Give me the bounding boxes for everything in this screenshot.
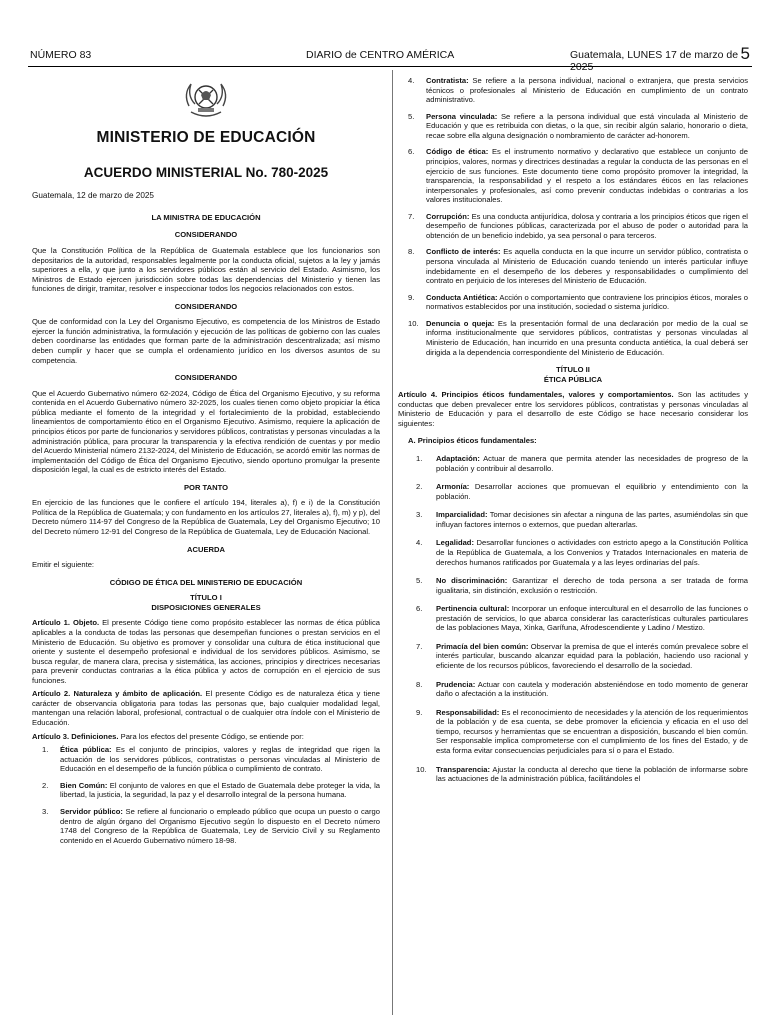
section-a-heading: A. Principios éticos fundamentales:: [408, 436, 537, 446]
header-rule: [28, 66, 752, 67]
considerando-paragraph: Que el Acuerdo Gubernativo número 62-2024, Código de Ética del Organismo Ejecutivo, y su reforma contenida en el Acuerdo Gubernativo número 32-2025, los cuales tienen como objeto propiciar la ética pública mediante el fomento de la integridad y el fortalecimiento de la probidad, estableciendo lineamientos de comportamiento ético en el Organismo Ejecutivo. Asimismo, requiere la aplicación de principios éticos por parte de funcionarios y servidores públicos, contratistas y personas vinculadas a la administración pública, para procurar la transparencia y la efectiva rendición de cuentas y por medio del Acuerdo Ministerial número 2132-2024, del Ministerio de Educación, se acordó emitir las normas de implementación del Código de Ética del Organismo Ejecutivo, siendo oportuno promulgar la presente disposición legal, la cual es de estricto interés del Estado.: [32, 388, 380, 475]
title-two-name: ÉTICA PÚBLICA: [543, 374, 603, 384]
article-1-title: Artículo 1. Objeto.: [32, 618, 100, 628]
por-tanto-heading: POR TANTO: [183, 482, 229, 492]
list-item: 2. Armonía: Desarrollar acciones que promuevan el equilibrio y entendimiento con la población.: [416, 482, 748, 501]
list-item: 10. Transparencia: Ajustar la conducta al derecho que tiene la población de informarse sobre las actuaciones de la administración pública, facilitándoles el: [416, 764, 748, 784]
list-item: 6. Código de ética: Es el instrumento normativo y declarativo que establece un conjunto de principios, valores, normas y directrices destinadas a regular la conducta de las personas en el ejercicio de sus funciones. Este documento tiene como propósito promover la integridad, la transparencia, la responsabilidad y el respeto a los estándares éticos en las relaciones interpersonales y profesionales, así como prevenir conductas indebidas o contrarias a los valores institucionales.: [408, 147, 748, 205]
list-item: 6. Pertinencia cultural: Incorporar un enfoque intercultural en el desarrollo de las funciones o prestación de servicios, lo que abarca considerar las características culturales particulares de las poblaciones Maya, Xinka, Garífuna, Afrodescendiente y Ladino / Mestizo.: [416, 604, 748, 633]
authority-heading: LA MINISTRA DE EDUCACIÓN: [151, 212, 261, 222]
article-2: [32, 689, 380, 727]
acuerda-heading: ACUERDA: [187, 544, 225, 554]
list-item: 4. Legalidad: Desarrollar funciones o actividades con estricto apego a la Constitución Política de la República de Guatemala, a los Convenios y Tratados Internacionales en materia de derechos humanos ratificados por Guatemala y a las leyes ordinarias del país.: [416, 538, 748, 567]
article-4-text: Son las actitudes y conductas que deben prevalecer entre los servidores públicos, contratistas y personas vinculadas al Ministerio de Educación y para el desarrollo de este Código se hace necesario considerar los siguientes:: [398, 390, 748, 428]
page-header: [30, 44, 750, 73]
publication-name: DIARIO de CENTRO AMÉRICA: [306, 49, 455, 61]
list-item: 9. Conducta Antiética: Acción o comportamiento que contraviene los principios éticos, morales o normativos establecidos por una institución, sociedad o sistema jurídico.: [408, 292, 748, 312]
list-item: 5. Persona vinculada: Se refiere a la persona individual que está vinculada al Ministerio de Educación y que es retribuida con dietas, o la que, sin recibir algún salario, honorario o dieta, recae sobre ella alguna designación o nombramiento de carácter ad-honorem.: [408, 111, 749, 140]
article-3-title: Artículo 3. Definiciones.: [32, 731, 119, 741]
list-item: 7. Corrupción: Es una conducta antijurídica, dolosa y contraria a los principios éticos que rigen el desempeño de funciones públicas, caracterizada por el abuso de poder o autoridad para la obtención de un beneficio indebido, ya sea personal o para terceros.: [408, 211, 748, 240]
place-date: Guatemala, 12 de marzo de 2025: [32, 190, 154, 200]
issue-date: Guatemala, LUNES 17 de marzo de 2025: [570, 49, 739, 73]
list-item: 9. Responsabilidad: Es el reconocimiento de necesidades y la atención de los requerimientos de la población y de esa cuenta, se debe promover la eficiencia y eficacia en el uso del tiempo, recursos y herramientas que se encuentran a disposición, buscando el bien común. Ser responsable implica comprometerse con el cumplimiento de los fines del Estado, y de esta forma evitar consecuencias perjudiciales para sí o para el Estado.: [416, 707, 748, 755]
title-one-name: DISPOSICIONES GENERALES: [151, 602, 261, 612]
list-item: 4. Contratista: Se refiere a la persona individual, nacional o extranjera, que presta servicios técnicos o profesionales al Ministerio de Educación en cumplimiento de un contrato administrativo.: [408, 76, 748, 105]
list-item: 7. Primacía del bien común: Observar la premisa de que el interés común prevalece sobre el interés particular, buscando alcanzar equidad para la población, haciendo uso racional y eficiente de los recursos públicos, favoreciendo el desarrollo de la sociedad.: [416, 641, 748, 670]
article-2-text: El presente Código es de naturaleza ética y tiene carácter de observancia obligatoria para todas las personas que, bajo cualquier modalidad legal, mantengan una relación laboral, profesional, contractual o de cualquier otra índole con el Ministerio de Educación.: [32, 689, 381, 728]
article-1-text: El presente Código tiene como propósito establecer las normas de ética pública aplicables a la conducta de todas las personas que desempeñan funciones o prestan servicios en el Ministerio de Educación. Su objetivo es promover y consolidar una cultura de ética institucional que oriente y sustente el desempeño profesional e individual de los servidores públicos. Asimismo, se busca regular, de manera clara, precisa y sistemática, las acciones, principios y directrices necesarias para prevenir conductas contrarias a la ética pública y actos de corrupción en el ejercicio de sus funciones.: [32, 618, 380, 685]
article-2-title: Artículo 2. Naturaleza y ámbito de aplicación.: [32, 689, 203, 699]
list-item: 8. Prudencia: Actuar con cautela y moderación absteniéndose en todo momento de generar daño o afectación a la institución.: [416, 679, 748, 699]
acuerdo-title: ACUERDO MINISTERIAL No. 780-2025: [83, 164, 329, 180]
list-item: 1. Adaptación: Actuar de manera que permita atender las necesidades de progreso de la población y contribuir al desarrollo.: [416, 454, 748, 473]
article-1: [32, 618, 380, 685]
page-number: 5: [740, 44, 750, 63]
considerando-paragraph: Que de conformidad con la Ley del Organismo Ejecutivo, es competencia de los Ministros de Estado ejercer la función administrativa, la formulación y ejecución de las políticas de gobierno con las cuales deben coordinarse las entidades que forman parte de la administración descentralizada; así mismo deben cumplir y hacer que se cumpla el ordenamiento jurídico en los diversos asuntos de su competencia.: [32, 317, 380, 365]
list-item: 1. Ética pública: Es el conjunto de principios, valores y reglas de integridad que rigen la actuación de los servidores públicos, contratistas o personas vinculadas al Ministerio de Educación en el desempeño de la función pública o cumplimiento de contrato.: [42, 745, 380, 774]
article-4: [398, 390, 748, 428]
ministry-title: MINISTERIO DE EDUCACIÓN: [96, 129, 316, 146]
article-3: [32, 732, 380, 742]
list-item: 3. Servidor público: Se refiere al funcionario o empleado público que ocupa un puesto o cargo dentro de algún órgano del Organismo Ejecutivo según lo dispuesto en el Decreto número 1748 del Congreso de la República de Guatemala, Ley de Servicio Civil y su Reglamento contenido en el Acuerdo Gubernativo número 18-98.: [42, 806, 380, 845]
code-title: CÓDIGO DE ÉTICA DEL MINISTERIO DE EDUCACIÓN: [109, 577, 303, 587]
list-item: 3. Imparcialidad: Tomar decisiones sin afectar a ninguna de las partes, asumiéndolas sin que influyan factores internos o externos, que puedan alterarlas.: [416, 510, 748, 529]
coat-of-arms-icon: [181, 76, 231, 122]
list-item: 10. Denuncia o queja: Es la presentación formal de una declaración por medio de la cual se informa institucionalmente que servidores públicos, contratistas y personas vinculadas al Ministerio de Educación, han incurrido en una presunta conducta antiética, la cual deberá ser dirigida a la dependencia correspondiente del Ministerio de Educación.: [408, 318, 748, 357]
por-tanto-paragraph: En ejercicio de las funciones que le confiere el artículo 194, literales a), f) e i) de la Constitución Política de la República de Guatemala; y con fundamento en los artículos 27, literales a), f), m) y p), del Decreto número 114-97 del Congreso de la República de Guatemala, Ley del Organismo Ejecutivo; 10 del Decreto número 12-91 del Congreso de la República de Guatemala, Ley de Educación Nacional.: [32, 498, 380, 537]
left-column: [32, 76, 380, 852]
list-item: 5. No discriminación: Garantizar el derecho de toda persona a ser tratada de forma igualitaria, sin distinción, exclusión o restricción.: [416, 576, 748, 595]
considerando-heading: CONSIDERANDO: [174, 230, 238, 240]
list-item: 2. Bien Común: El conjunto de valores en que el Estado de Guatemala debe proteger la vida, la libertad, la justicia, la seguridad, la paz y el desarrollo integral de la persona humana.: [42, 780, 380, 800]
considerando-paragraph: Que la Constitución Política de la República de Guatemala establece que los funcionarios son depositarios de la autoridad, responsables legalmente por la conducta oficial, sujetos a la ley y jamás superiores a ella, y que junto a los servidores públicos están al servicio del Estado. Asimismo, los Ministros de Estado ejercen jurisdicción sobre todas las dependencias del Ministerio y tienen las funciones de dirigir, tramitar, resolver e inspeccionar todos los negocios relacionados con estos.: [32, 245, 380, 294]
considerando-heading: CONSIDERANDO: [174, 373, 238, 383]
article-3-text: Para los efectos del presente Código, se entiende por:: [118, 731, 304, 741]
considerando-heading: CONSIDERANDO: [174, 301, 238, 311]
title-one-heading: TÍTULO I: [190, 593, 222, 603]
column-divider: [392, 70, 393, 1015]
principles-list: [398, 454, 748, 784]
issue-number: NÚMERO 83: [30, 49, 92, 61]
emitir-line: Emitir el siguiente:: [32, 560, 95, 570]
article-4-title: Artículo 4. Principios éticos fundamentales, valores y comportamientos.: [398, 390, 674, 400]
right-column: [398, 76, 748, 793]
definitions-list-right: [398, 76, 748, 357]
definitions-list-left: [32, 745, 380, 845]
list-item: 8. Conflicto de interés: Es aquella conducta en la que incurre un servidor público, contratista o persona vinculada al Ministerio de Educación cuando teniendo un interés particular influye indebidamente en el desempeño de los deberes y responsabilidades o cumplimiento del contrato en perjuicio de los intereses del Ministerio de Educación.: [408, 247, 748, 286]
title-two-heading: TÍTULO II: [556, 365, 590, 375]
